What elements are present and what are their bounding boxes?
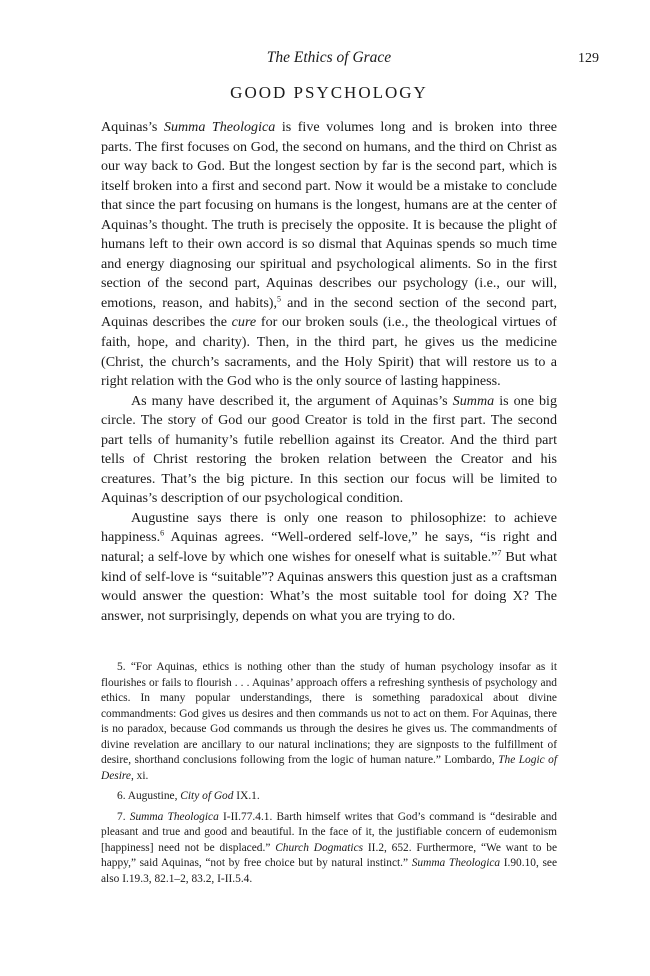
- italic-title: Summa Theologica: [129, 810, 219, 823]
- footnote-6: [101, 789, 557, 805]
- italic-emphasis: cure: [231, 314, 257, 331]
- text: for our broken souls (i.e., the theological virtues of faith, hope, and charity). Then, in the third part, he gives us the medicine (Christ, the church’s sacraments, and the Holy Spirit) that will restore us to a right relation with the God who is the only source of lasting happiness.: [101, 314, 558, 390]
- text: Aquinas’s: [101, 119, 164, 135]
- footnote-ref-7[interactable]: 7: [497, 548, 502, 558]
- text: , xi.: [130, 769, 149, 782]
- text: But what kind of self-love is “suitable”? Aquinas answers this question just as a craftsman would answer the question: What’s the most suitable tool for doing X? The answer, not surprisingly, depends on what you are trying to do.: [101, 549, 557, 624]
- italic-title: City of God: [180, 790, 234, 802]
- body-text: [101, 118, 557, 626]
- footnote-number: 7.: [117, 810, 126, 823]
- footnote-5: [101, 660, 557, 784]
- footnote-number: 6.: [117, 790, 126, 802]
- text: “For Aquinas, ethics is nothing other than the study of human psychology insofar as it flourishes or fails to flourish . . . Aquinas’ approach offers a refreshing synthesis of psychology and ethics. In many popular understandings, there is something paradoxical about divine commandments: God gives us desires and then commands us not to act on them. For Aquinas, there is no paradox, because God commands us through the desires he gives us. The commandments of divine revelation are ancillary to our natural inclinations; they are signposts to the fulfillment of desire, shorthand conclusions following from the logic of human nature.” Lombardo,: [101, 661, 557, 766]
- italic-title: Summa Theologica: [411, 857, 501, 869]
- text: IX.1.: [233, 790, 260, 802]
- footnote-number: 5.: [117, 661, 126, 673]
- page-number: 129: [578, 51, 599, 66]
- text: As many have described it, the argument of Aquinas’s: [131, 392, 453, 409]
- text: II.2, 652. Furthermore, “We want to be happy,” said Aquinas, “not by free choice but by natural instinct.”: [101, 841, 558, 869]
- text: Augustine says there is only one reason to philosophize: to achieve happiness.: [101, 509, 557, 546]
- italic-title: Summa Theologica: [163, 119, 276, 135]
- paragraph-2: [101, 392, 557, 509]
- text: and in the second section of the second part, Aquinas describes the: [101, 294, 558, 331]
- footnotes: [101, 660, 557, 892]
- text: Augustine,: [127, 790, 181, 802]
- running-title: The Ethics of Grace: [266, 49, 392, 66]
- italic-title: Church Dogmatics: [275, 841, 364, 854]
- paragraph-1: [101, 118, 557, 392]
- italic-title: The Logic of Desire: [101, 754, 557, 782]
- italic-title: Summa: [452, 392, 495, 409]
- paragraph-3: [101, 509, 557, 626]
- footnote-ref-6[interactable]: 6: [160, 528, 165, 538]
- section-heading: GOOD PSYCHOLOGY: [230, 83, 428, 102]
- text: I.90.10, see also I.19.3, 82.1–2, 83.2, I-II.5.4.: [101, 857, 557, 885]
- footnote-7: [101, 810, 557, 888]
- text: is five volumes long and is broken into three parts. The first focuses on God, the second on humans, and the third on Christ as our way back to God. But the longest section by far is the second part, which is itself broken into a first and second part. Now it would be a mistake to conclude that since the part focusing on humans is the longest, humans are at the center of Aquinas’s thought. The truth is precisely the opposite. It is because the plight of humans left to their own accord is so dismal that Aquinas spends so much time and energy diagnosing our spiritual and psychological aliments. So in the first section of the second part, Aquinas describes our psychology (i.e., our will, emotions, reason, and habits),: [101, 119, 557, 311]
- text: Aquinas agrees. “Well-ordered self-love,” he says, “is right and natural; a self-love by which one wishes for oneself what is suitable.”: [101, 529, 557, 566]
- text: I-II.77.4.1. Barth himself writes that God’s command is “desirable and pleasant and true and good and beautiful. In the face of it, the justifiable concern of eudemonism [happiness] need not be displaced.”: [101, 810, 557, 854]
- text: is one big circle. The story of God our good Creator is told in the first part. The second part tells of humanity’s futile rebellion against its Creator. And the third part tells of Christ restoring the broken relation between the Creator and his creatures. That’s the big picture. In this section our focus will be limited to Aquinas’s description of our psychological condition.: [101, 392, 557, 507]
- footnote-ref-5[interactable]: 5: [277, 294, 282, 304]
